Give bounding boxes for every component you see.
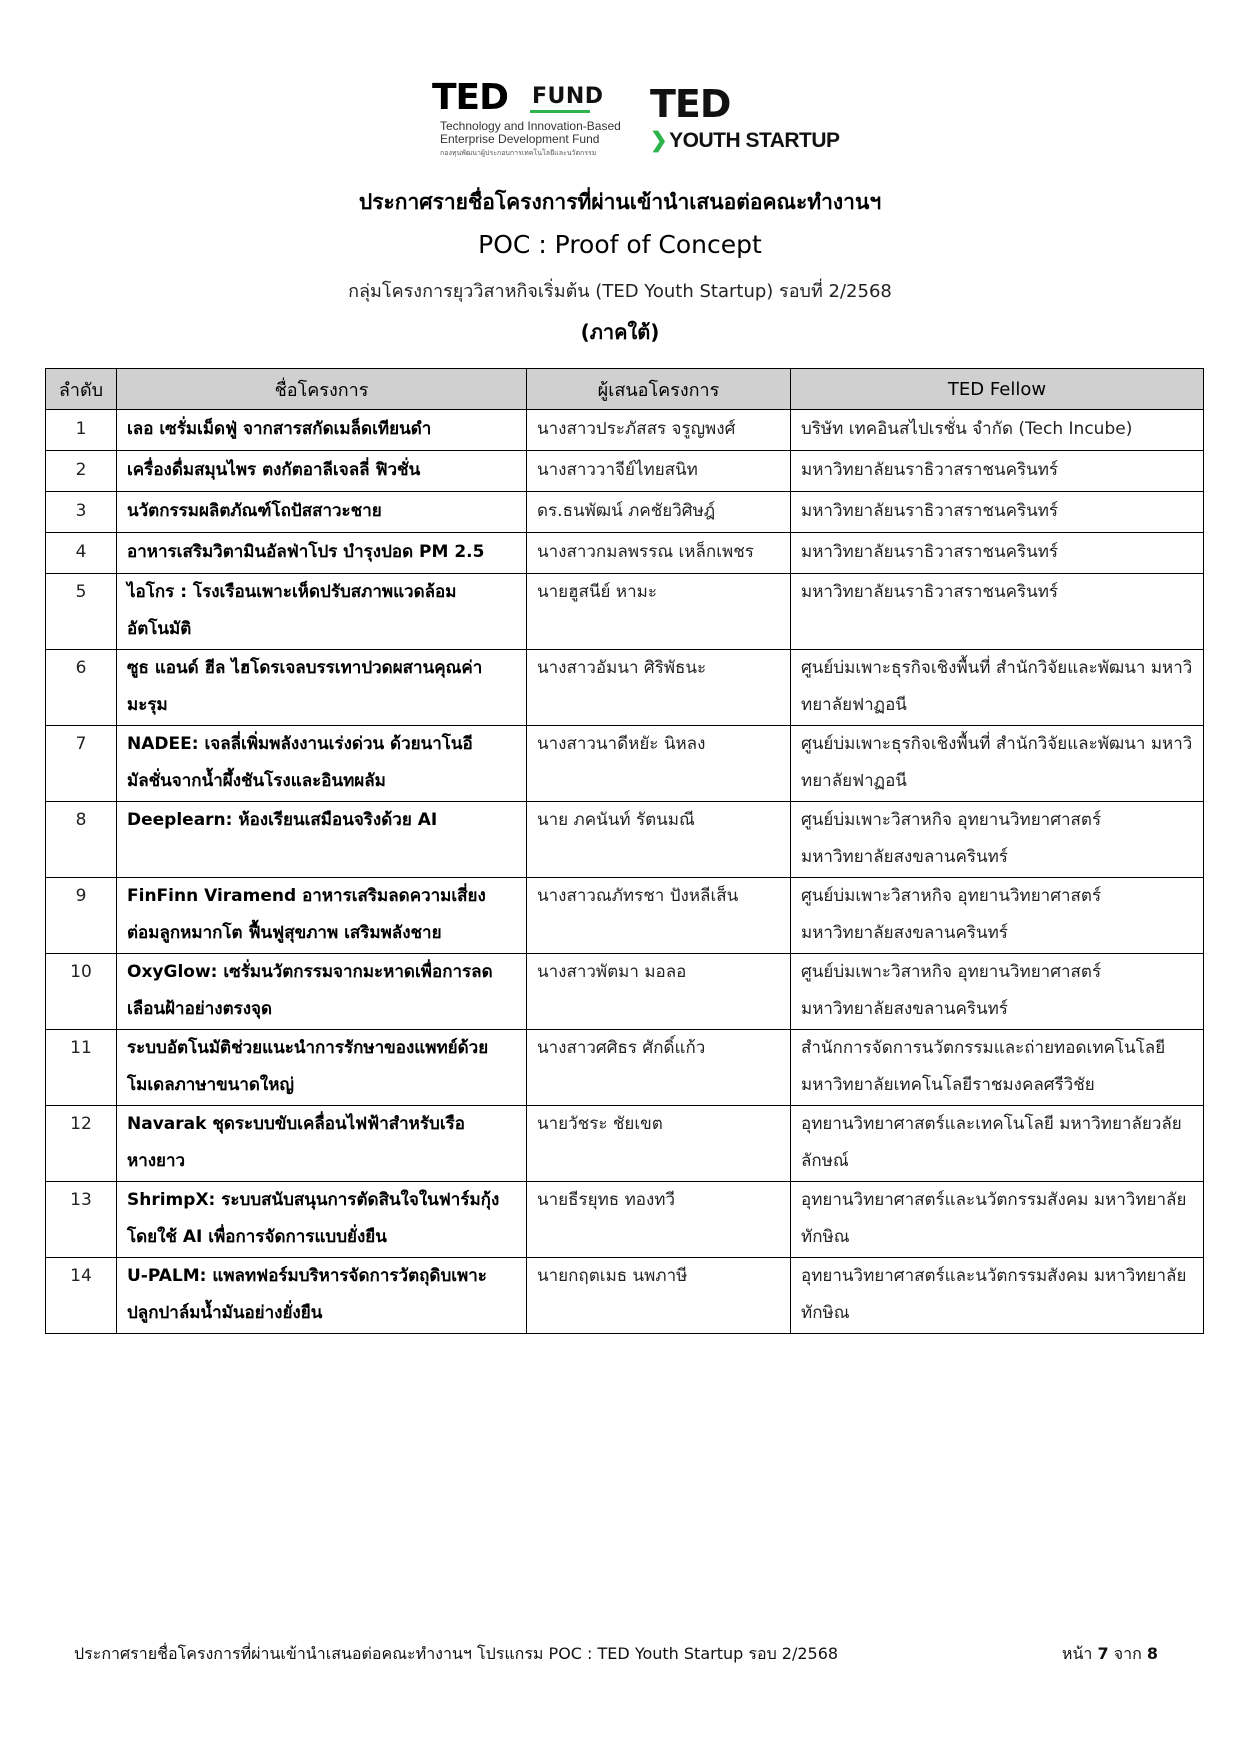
table-row xyxy=(46,878,1204,954)
table-row xyxy=(46,726,1204,802)
proposer-name: นางสาวนาดีหยัะ นิหลง xyxy=(527,726,791,802)
proposer-name: นางสาวพัตมา มอลอ xyxy=(527,954,791,1030)
row-number: 12 xyxy=(46,1106,117,1182)
ted-fellow: ศูนย์บ่มเพาะวิสาหกิจ อุทยานวิทยาศาสตร์ มหาวิทยาลัยสงขลานครินทร์ xyxy=(791,802,1204,878)
ted-fund-line-3: กองทุนพัฒนาผู้ประกอบการเทคโนโลยีและนวัตกรรม xyxy=(440,150,597,157)
table-row xyxy=(46,410,1204,451)
page-title: ประกาศรายชื่อโครงการที่ผ่านเข้านำเสนอต่อคณะทำงานฯ xyxy=(358,190,882,214)
ted-fellow: มหาวิทยาลัยนราธิวาสราชนครินทร์ xyxy=(791,533,1204,574)
ted-fellow: อุทยานวิทยาศาสตร์และนวัตกรรมสังคม มหาวิทยาลัยทักษิณ xyxy=(791,1258,1204,1334)
column-header-fellow: TED Fellow xyxy=(791,369,1204,410)
ted-youth-word-row xyxy=(650,128,840,153)
footer-caption: ประกาศรายชื่อโครงการที่ผ่านเข้านำเสนอต่อคณะทำงานฯ โปรแกรม POC : TED Youth Startup รอบ 2/2568 xyxy=(74,1644,839,1663)
ted-fund-mark: TED xyxy=(432,77,509,118)
proposer-name: นางสาวศศิธร ศักดิ์แก้ว xyxy=(527,1030,791,1106)
column-header-no: ลำดับ xyxy=(46,369,117,410)
ted-youth-mark: TED xyxy=(650,82,731,126)
project-name: เครื่องดื่มสมุนไพร ตงกัตอาลีเจลลี่ ฟิวชั่น xyxy=(117,451,527,492)
proposer-name: นาย ภคนันท์ รัตนมณี xyxy=(527,802,791,878)
row-number: 8 xyxy=(46,802,117,878)
row-number: 4 xyxy=(46,533,117,574)
proposer-name: นางสาวประภัสสร จรูญพงศ์ xyxy=(527,410,791,451)
page-indicator xyxy=(1062,1642,1158,1667)
row-number: 10 xyxy=(46,954,117,1030)
table-row xyxy=(46,492,1204,533)
table-row xyxy=(46,1106,1204,1182)
table-body xyxy=(46,410,1204,1334)
table-row xyxy=(46,574,1204,650)
table-header-row xyxy=(46,369,1204,410)
ted-youth-word: YOUTH STARTUP xyxy=(669,129,840,152)
group-subtitle: กลุ่มโครงการยุววิสาหกิจเริ่มต้น (TED Youth Startup) รอบที่ 2/2568 xyxy=(348,281,892,302)
table-row xyxy=(46,650,1204,726)
ted-fellow: ศูนย์บ่มเพาะวิสาหกิจ อุทยานวิทยาศาสตร์ มหาวิทยาลัยสงขลานครินทร์ xyxy=(791,878,1204,954)
ted-fellow: บริษัท เทคอินสไปเรชั่น จำกัด (Tech Incube) xyxy=(791,410,1204,451)
project-name: เลอ เซรั่มเม็ดฟู่ จากสารสกัดเมล็ดเทียนดำ xyxy=(117,410,527,451)
column-header-proposer: ผู้เสนอโครงการ xyxy=(527,369,791,410)
ted-fellow: มหาวิทยาลัยนราธิวาสราชนครินทร์ xyxy=(791,574,1204,650)
proposer-name: นางสาววาจีย์ไทยสนิท xyxy=(527,451,791,492)
project-name: OxyGlow: เซรั่มนวัตกรรมจากมะหาดเพื่อการลดเลือนฝ้าอย่างตรงจุด xyxy=(117,954,527,1030)
ted-fellow: อุทยานวิทยาศาสตร์และนวัตกรรมสังคม มหาวิทยาลัยทักษิณ xyxy=(791,1182,1204,1258)
page-current: 7 xyxy=(1097,1644,1109,1663)
ted-fellow: อุทยานวิทยาศาสตร์และเทคโนโลยี มหาวิทยาลัยวลัยลักษณ์ xyxy=(791,1106,1204,1182)
table-row xyxy=(46,954,1204,1030)
region-label: (ภาคใต้) xyxy=(580,320,660,344)
project-name: Navarak ชุดระบบขับเคลื่อนไฟฟ้าสำหรับเรือหางยาว xyxy=(117,1106,527,1182)
project-name: ระบบอัตโนมัติช่วยแนะนำการรักษาของแพทย์ด้วยโมเดลภาษาขนาดใหญ่ xyxy=(117,1030,527,1106)
ted-fellow: มหาวิทยาลัยนราธิวาสราชนครินทร์ xyxy=(791,492,1204,533)
logo-bar xyxy=(0,77,1240,158)
proposer-name: นายวัชระ ชัยเขต xyxy=(527,1106,791,1182)
row-number: 11 xyxy=(46,1030,117,1106)
column-header-project: ชื่อโครงการ xyxy=(117,369,527,410)
table-row xyxy=(46,1258,1204,1334)
project-name: นวัตกรรมผลิตภัณฑ์โถปัสสาวะชาย xyxy=(117,492,527,533)
ted-fund-word: FUND xyxy=(532,84,604,109)
table-row xyxy=(46,451,1204,492)
page-word: หน้า xyxy=(1061,1644,1093,1663)
row-number: 2 xyxy=(46,451,117,492)
row-number: 13 xyxy=(46,1182,117,1258)
project-name: Deeplearn: ห้องเรียนเสมือนจริงด้วย AI xyxy=(117,802,527,878)
table-row xyxy=(46,1182,1204,1258)
ted-fund-logo xyxy=(432,77,621,158)
project-name: ShrimpX: ระบบสนับสนุนการตัดสินใจในฟาร์มกุ้งโดยใช้ AI เพื่อการจัดการแบบยั่งยืน xyxy=(117,1182,527,1258)
row-number: 6 xyxy=(46,650,117,726)
proposer-name: นางสาวณภัทรชา ปังหลีเส็น xyxy=(527,878,791,954)
ted-fellow: ศูนย์บ่มเพาะธุรกิจเชิงพื้นที่ สำนักวิจัยและพัฒนา มหาวิทยาลัยฟาฏอนี xyxy=(791,726,1204,802)
page-total: 8 xyxy=(1146,1644,1158,1663)
project-name: ไอโกร : โรงเรือนเพาะเห็ดปรับสภาพแวดล้อมอัตโนมัติ xyxy=(117,574,527,650)
row-number: 5 xyxy=(46,574,117,650)
project-name: ซูธ แอนด์ ฮีล ไฮโดรเจลบรรเทาปวดผสานคุณค่ามะรุม xyxy=(117,650,527,726)
ted-youth-startup-logo xyxy=(650,82,840,156)
table-row xyxy=(46,802,1204,878)
ted-fund-line-1: Technology and Innovation-Based xyxy=(440,119,621,133)
row-number: 1 xyxy=(46,410,117,451)
proposer-name: นายธีรยุทธ ทองทวี xyxy=(527,1182,791,1258)
ted-fellow: มหาวิทยาลัยนราธิวาสราชนครินทร์ xyxy=(791,451,1204,492)
project-table xyxy=(45,368,1204,1334)
table-row xyxy=(46,533,1204,574)
project-name: U-PALM: แพลทฟอร์มบริหารจัดการวัตถุดิบเพาะปลูกปาล์มน้ำมันอย่างยั่งยืน xyxy=(117,1258,527,1334)
row-number: 7 xyxy=(46,726,117,802)
ted-fund-green-bar xyxy=(530,110,590,113)
table-row xyxy=(46,1030,1204,1106)
of-word: จาก xyxy=(1113,1644,1142,1663)
ted-fund-line-2: Enterprise Development Fund xyxy=(440,132,600,146)
program-name: POC : Proof of Concept xyxy=(478,230,762,259)
ted-fellow: ศูนย์บ่มเพาะธุรกิจเชิงพื้นที่ สำนักวิจัยและพัฒนา มหาวิทยาลัยฟาฏอนี xyxy=(791,650,1204,726)
proposer-name: นางสาวอัมนา ศิริพัธนะ xyxy=(527,650,791,726)
project-name: อาหารเสริมวิตามินอัลฟ่าโปร บำรุงปอด PM 2.5 xyxy=(117,533,527,574)
ted-fellow: สำนักการจัดการนวัตกรรมและถ่ายทอดเทคโนโลยี มหาวิทยาลัยเทคโนโลยีราชมงคลศรีวิชัย xyxy=(791,1030,1204,1106)
proposer-name: นายฮูสนีย์ หามะ xyxy=(527,574,791,650)
project-name: NADEE: เจลลี่เพิ่มพลังงานเร่งด่วน ด้วยนาโนอีมัลชั่นจากน้ำผึ้งชันโรงและอินทผลัม xyxy=(117,726,527,802)
project-name: FinFinn Viramend อาหารเสริมลดความเสี่ยงต่อมลูกหมากโต ฟื้นฟูสุขภาพ เสริมพลังชาย xyxy=(117,878,527,954)
proposer-name: นางสาวกมลพรรณ เหล็กเพชร xyxy=(527,533,791,574)
row-number: 9 xyxy=(46,878,117,954)
row-number: 14 xyxy=(46,1258,117,1334)
ted-fellow: ศูนย์บ่มเพาะวิสาหกิจ อุทยานวิทยาศาสตร์ มหาวิทยาลัยสงขลานครินทร์ xyxy=(791,954,1204,1030)
green-arrow-icon: ❯ xyxy=(650,129,668,152)
row-number: 3 xyxy=(46,492,117,533)
proposer-name: ดร.ธนพัฒน์ ภคชัยวิศิษฎ์ xyxy=(527,492,791,533)
proposer-name: นายกฤตเมธ นพภาษี xyxy=(527,1258,791,1334)
